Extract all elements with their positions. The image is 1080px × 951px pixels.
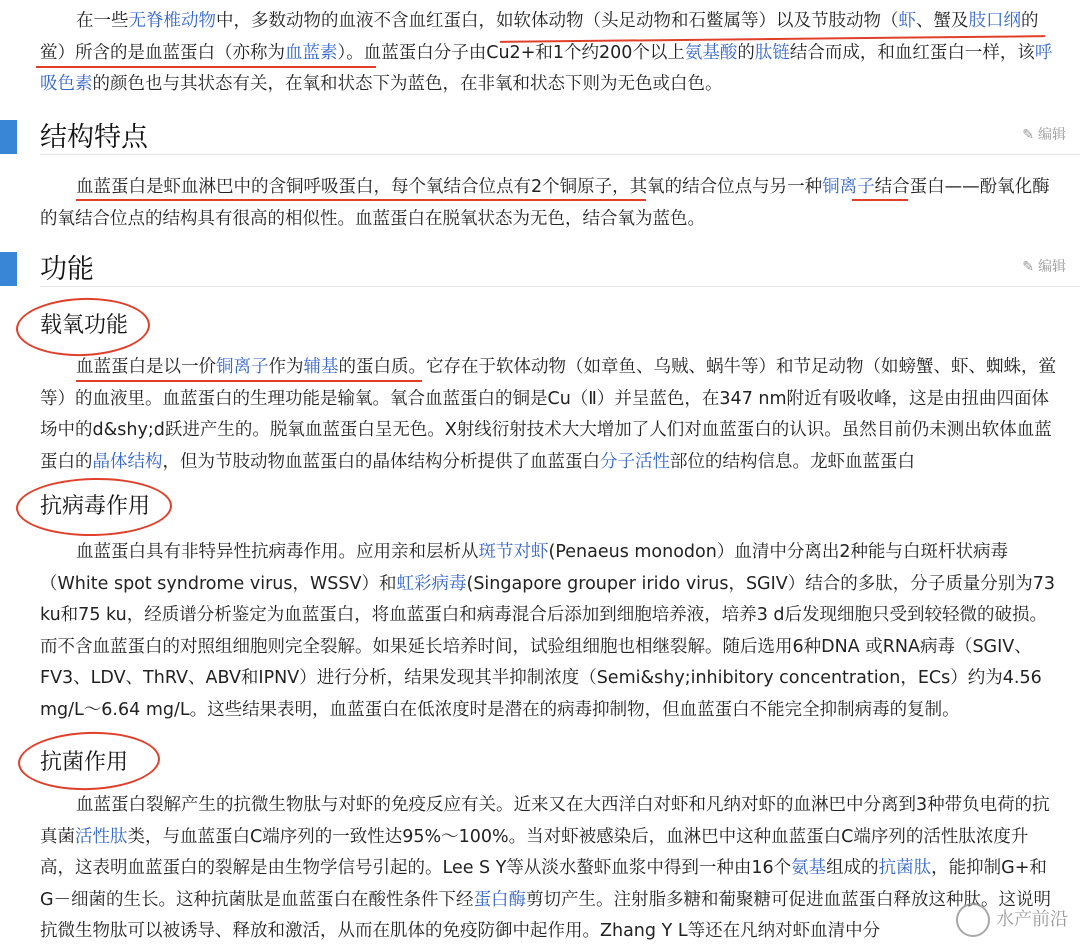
annotation-underline (76, 199, 646, 201)
edit-link[interactable] (1022, 124, 1066, 144)
text: ）。血蓝蛋白分子由Cu2+和1个约200个以上 (337, 42, 685, 63)
link-protease[interactable]: 蛋白酶 (473, 889, 527, 910)
section-heading-structure (0, 118, 1080, 158)
text: 血蓝蛋白具有非特异性抗病毒作用。应用亲和层析从 (76, 542, 479, 562)
link-active-peptide[interactable]: 活性肽 (75, 826, 128, 847)
accent-bar (0, 252, 17, 286)
text: 在一些 (76, 11, 129, 31)
link-respiratory-pigment[interactable]: 呼吸色素 (40, 42, 1053, 94)
link-copper-ion[interactable]: 铜离子 (216, 357, 269, 377)
text: 中，多数动物的血液不含血红蛋白，如软体动物（头足动物和石鳖属等）以及节肢动物（ (216, 11, 899, 31)
link-copper-ion[interactable]: 铜离子 (822, 177, 875, 197)
watermark-text: 水产前沿 (996, 909, 1068, 930)
antibacterial-paragraph (40, 790, 1060, 948)
link-merostomata[interactable]: 肢口纲 (968, 11, 1021, 31)
section-heading-function (0, 250, 1080, 290)
annotation-underline (852, 199, 908, 201)
oxygen-paragraph (40, 352, 1060, 478)
annotation-underline (76, 380, 422, 382)
link-molecular-activity[interactable]: 分子活性 (600, 451, 670, 472)
divider (40, 154, 1080, 155)
link-peptide[interactable]: 肽链 (754, 42, 790, 63)
link-hemocyanin[interactable]: 血蓝素 (285, 42, 338, 63)
text: (Penaeus monodon）血清中分离出2种能与白斑杆状病毒（White spot syndrome virus，WSSV）和 (40, 542, 1008, 594)
text: 组成的 (826, 858, 879, 878)
text: 血蓝蛋白裂解产生的抗微生物肽与对虾的免疫反应有关。近来又在大西洋白对虾和凡纳对虾的血淋巴中分离到3种带负电荷的抗真菌 (40, 795, 1050, 847)
text: 结合而成，和血红蛋白一样，该 (789, 42, 1035, 63)
text: ，但为节肢动物血蓝蛋白的晶体结构分析提供了血蓝蛋白 (162, 451, 600, 472)
link-prosthetic-group[interactable]: 辅基 (303, 357, 339, 377)
edit-link[interactable] (1022, 256, 1066, 276)
text: 的蛋白质。它存在于软体动物（如章鱼、乌贼、蜗牛等）和节足动物（如螃蟹、虾、蜘蛛，鲎等）的血液里。血蓝蛋白的生理功能是输氧。氧合血蓝蛋白的铜是Cu（Ⅱ）并呈蓝色，在347 nm附近有吸收峰，这是由扭曲四面体场中的d&shy;d跃进产生的。脱氧血蓝蛋白呈无色。X射线衍射技术大大增加了人们对血蓝蛋白的认识。虽然目前仍未测出软体血蓝蛋白的 (40, 357, 1056, 472)
section-title: 结构特点 (40, 122, 148, 153)
subheading-antibacterial: 抗菌作用 (40, 750, 129, 775)
link-amino[interactable]: 氨基 (791, 858, 827, 878)
pencil-icon: ✎ (1022, 127, 1034, 143)
pencil-icon: ✎ (1022, 259, 1034, 275)
link-antimicrobial-peptide[interactable]: 抗菌肽 (878, 858, 932, 878)
edit-label: 编辑 (1038, 259, 1066, 275)
edit-label: 编辑 (1038, 127, 1066, 143)
link-shrimp[interactable]: 虾 (898, 11, 916, 31)
intro-paragraph (40, 6, 1060, 101)
text: 的鲎）所含的是血蓝蛋白（亦称为 (40, 11, 1039, 63)
annotation-circle (15, 296, 151, 359)
antiviral-paragraph (40, 537, 1060, 726)
text: ，能抑制G+和G－细菌的生长。这种抗菌肽是血蓝蛋白在酸性条件下经 (40, 858, 1047, 910)
text: 的颜色也与其状态有关，在氧和状态下为蓝色，在非氧和状态下则为无色或白色。 (92, 74, 723, 94)
link-iridovirus[interactable]: 虹彩病毒 (396, 573, 467, 594)
text: 作为 (268, 357, 304, 377)
annotation-circle (17, 730, 161, 793)
annotation-circle (16, 477, 173, 538)
structure-paragraph (40, 172, 1060, 235)
link-crystal-structure[interactable]: 晶体结构 (92, 451, 163, 472)
text: 、蟹及 (916, 11, 969, 31)
text: 部位的结构信息。龙虾血蓝蛋白 (670, 451, 915, 472)
section-title: 功能 (40, 254, 94, 285)
text: 剪切产生。注射脂多糖和葡聚糖可促进血蓝蛋白释放这种肽。这说明抗微生物肽可以被诱导、释放和激活，从而在肌体的免疫防御中起作用。Zhang Y L等还在凡纳对虾血清中分 (40, 889, 1052, 941)
text: 结合蛋白——酚氧化酶的氧结合位点的结构具有很高的相似性。血蓝蛋白在脱氧状态为无色，结合氧为蓝色。 (40, 177, 1050, 229)
link-penaeus[interactable]: 斑节对虾 (478, 542, 549, 562)
text: 的 (737, 42, 755, 63)
link-invertebrate[interactable]: 无脊椎动物 (128, 11, 216, 31)
link-amino-acid[interactable]: 氨基酸 (684, 42, 738, 63)
subheading-oxygen: 载氧功能 (40, 313, 129, 338)
text: 血蓝蛋白是虾血淋巴中的含铜呼吸蛋白，每个氧结合位点有2个铜原子，其氧的结合位点与另一种 (76, 177, 823, 197)
text: 类，与血蓝蛋白C端序列的一致性达95%～100%。当对虾被感染后，血淋巴中这种血蓝蛋白C端序列的活性肽浓度升高，这表明血蓝蛋白的裂解是由生物学信号引起的。Lee S Y等从淡水螯虾血浆中得到一种由16个 (40, 826, 1029, 878)
annotation-underline (36, 66, 376, 68)
watermark (956, 903, 1068, 937)
wechat-logo-icon (956, 903, 990, 937)
text: (Singapore grouper irido virus，SGIⅤ）结合的多肽，分子质量分别为73 ku和75 ku，经质谱分析鉴定为血蓝蛋白，将血蓝蛋白和病毒混合后添加到细胞培养液，培养3 d后发现细胞只受到较轻微的破损。而不含血蓝蛋白的对照组细胞则完全裂解。如果延长培养时间，试验组细胞也相继裂解。随后选用6种DNA 或RNA病毒（SGIⅤ、FV3、LDV、ThRV、ABV和IPNV）进行分析，结果发现其半抑制浓度（Semi&shy;inhibitory concentration，ECs）约为4.56 mg/L～6.64 mg/L。这些结果表明，血蓝蛋白在低浓度时是潜在的病毒抑制物，但血蓝蛋白不能完全抑制病毒的复制。 (40, 573, 1056, 720)
text: 血蓝蛋白是以一价 (76, 357, 216, 377)
divider (40, 286, 1080, 287)
subheading-antiviral: 抗病毒作用 (40, 494, 151, 519)
accent-bar (0, 120, 17, 154)
